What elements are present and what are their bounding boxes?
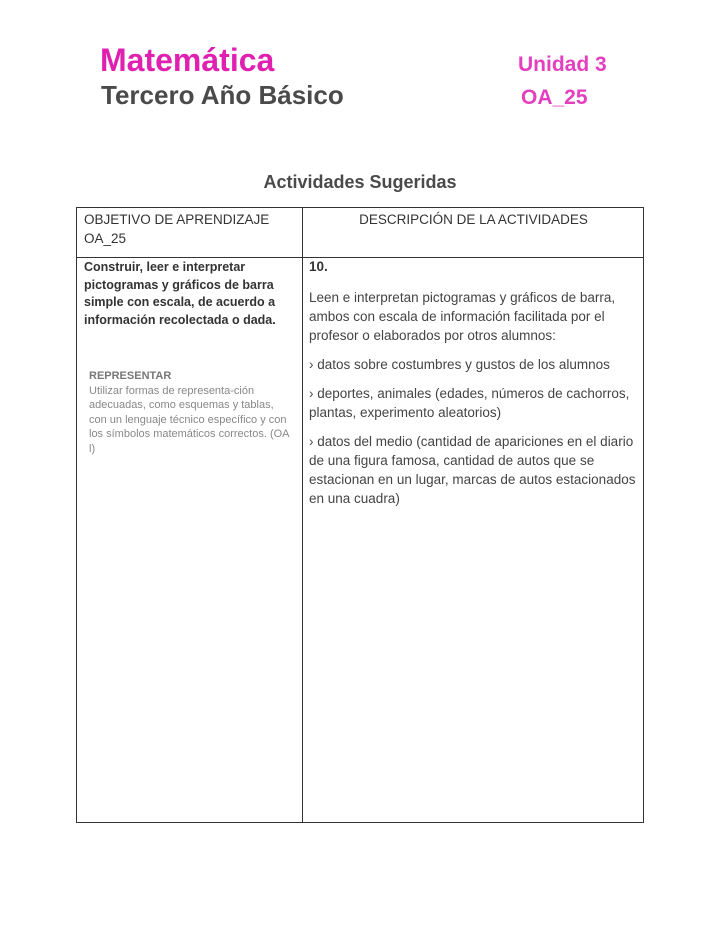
grade-title: Tercero Año Básico [101,80,344,110]
subject-title: Matemática [100,42,275,78]
skill-box [89,369,289,457]
activities-table [76,207,644,823]
header-description: DESCRIPCIÓN DE LA ACTIVIDADES [359,212,588,227]
activity-bullet: › datos sobre costumbres y gustos de los alumnos [309,357,610,372]
header-divider [77,257,643,258]
oa-code-label: OA_25 [521,86,588,109]
unit-label: Unidad 3 [518,53,607,76]
activity-number: 10. [309,259,328,274]
skill-title: REPRESENTAR [89,370,172,382]
activity-bullet: › datos del medio (cantidad de apariciones en el diario de una figura famosa, cantidad de autos que se estacionan en un lugar, marcas de autos estacionados en una cuadra) [309,434,636,506]
objective-text: Construir, leer e interpretar pictogramas y gráficos de barra simple con escala, de acuerdo a información recolectada o dada. [84,260,276,327]
activity-intro: Leen e interpretan pictogramas y gráficos de barra, ambos con escala de información facilitada por el profesor o elaborados por otros alumnos: [309,290,616,343]
activity-bullet: › deportes, animales (edades, números de cachorros, plantas, experimento aleatorios) [309,386,630,420]
skill-text: Utilizar formas de representa-ción adecuadas, como esquemas y tablas, con un lenguaje técnico específico y con los símbolos matemáticos correctos. (OA l) [89,384,289,455]
activity-description [309,288,639,518]
column-divider [302,208,303,822]
header-objective: OBJETIVO DE APRENDIZAJE OA_25 [84,212,270,246]
section-title: Actividades Sugeridas [263,172,457,192]
